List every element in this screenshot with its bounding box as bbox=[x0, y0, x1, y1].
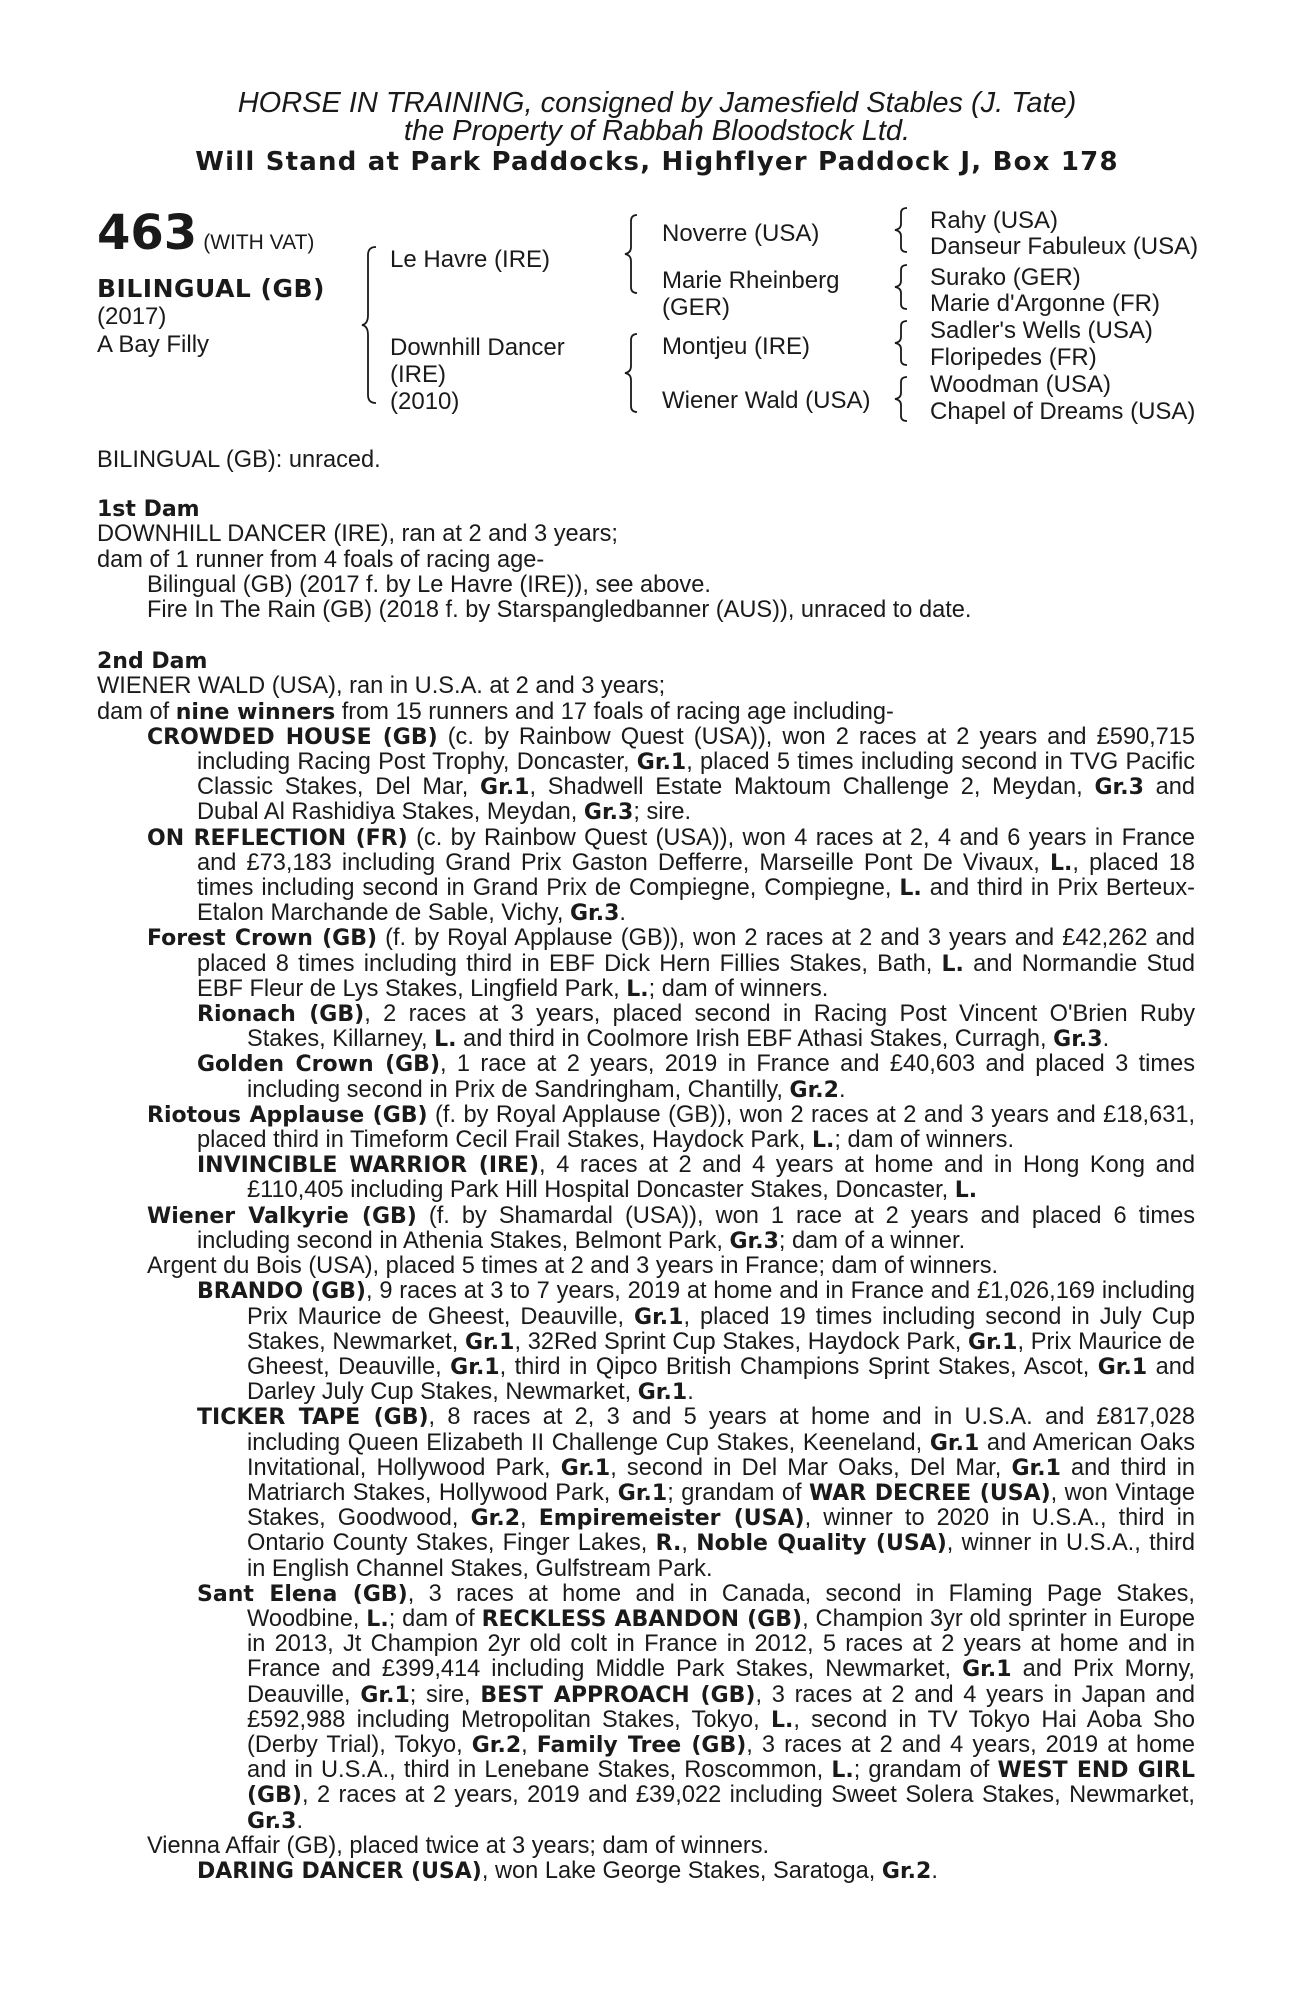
produce-entry bbox=[97, 1279, 1195, 1405]
text: , Prix Maurice de Gheest, Deauville, bbox=[247, 1328, 1195, 1380]
produce-entry bbox=[97, 826, 1195, 927]
text: and American Oaks Invitational, Hollywood Park, bbox=[247, 1429, 1195, 1481]
grade: Gr.1 bbox=[360, 1682, 410, 1708]
horse-name-bold: BEST APPROACH (GB) bbox=[480, 1682, 756, 1708]
ss-sire: Rahy (USA) bbox=[930, 207, 1059, 234]
text: , third in Qipco British Champions Sprint Stakes, Ascot, bbox=[499, 1353, 1098, 1380]
produce-entry bbox=[97, 1103, 1195, 1153]
grade: Gr.1 bbox=[617, 1480, 668, 1506]
produce-entry bbox=[97, 1153, 1195, 1203]
text: ; sire, bbox=[409, 1681, 481, 1708]
sire-name: Le Havre (IRE) bbox=[390, 246, 551, 273]
dam-sire: Montjeu (IRE) bbox=[662, 333, 811, 360]
grade: L. bbox=[626, 976, 649, 1002]
dam-name-line2: (IRE) bbox=[390, 361, 446, 388]
text: , second in TV Tokyo Hai Aoba Sho (Derby Trial), Tokyo, bbox=[247, 1706, 1195, 1758]
sire-dam-brace bbox=[362, 245, 382, 405]
text: , placed 5 times including second in TVG Pacific Classic Stakes, Del Mar, bbox=[197, 749, 1196, 801]
text: dam of bbox=[97, 698, 176, 725]
produce-entry bbox=[97, 1002, 1195, 1052]
grade: Gr.1 bbox=[450, 1354, 500, 1380]
brace-marie bbox=[895, 263, 911, 311]
grade: Gr.1 bbox=[634, 1304, 684, 1330]
text: (c. by Rainbow Quest (USA)), won 4 races at 2, 4 and 6 years in France and £73,183 including Grand Prix Gaston Defferre, Marseille Pont De Vivaux, bbox=[197, 824, 1195, 876]
sd-sire: Surako (GER) bbox=[930, 264, 1081, 291]
grade: Gr.3 bbox=[729, 1228, 779, 1254]
horse-name-bold: RECKLESS ABANDON (GB) bbox=[481, 1606, 803, 1632]
sire-dam-line2: (GER) bbox=[662, 294, 730, 321]
produce-entry bbox=[97, 1052, 1195, 1102]
grade: Gr.1 bbox=[929, 1430, 980, 1456]
grade: Gr.1 bbox=[480, 775, 530, 801]
grade: Gr.1 bbox=[560, 1455, 611, 1481]
grade: R. bbox=[655, 1531, 682, 1557]
grade: Gr.1 bbox=[636, 750, 687, 776]
text: , 2 races at 2 years, 2019 and £39,022 including Sweet Solera Stakes, Newmarket, bbox=[301, 1782, 1195, 1809]
horse-name-bold: TICKER TAPE (GB) bbox=[197, 1405, 429, 1431]
text: and third in Matriarch Stakes, Hollywood Park, bbox=[247, 1454, 1195, 1506]
grade: Gr.3 bbox=[1053, 1027, 1103, 1053]
horse-name-bold: CROWDED HOUSE (GB) bbox=[147, 724, 438, 750]
text: , 8 races at 2, 3 and 5 years at home and in U.S.A. and £817,028 including Queen Elizabeth II Challenge Cup Stakes, Keeneland, bbox=[247, 1404, 1195, 1456]
pedigree-notes bbox=[97, 448, 1195, 1884]
first-dam-line: DOWNHILL DANCER (IRE), ran at 2 and 3 years; bbox=[97, 521, 618, 548]
lot-number-block bbox=[97, 205, 314, 261]
lot-number: 463 bbox=[97, 205, 198, 261]
horse-name-bold: Noble Quality (USA) bbox=[696, 1531, 947, 1557]
sire-sire: Noverre (USA) bbox=[662, 220, 820, 247]
text: , placed 19 times including second in July Cup Stakes, Newmarket, bbox=[247, 1303, 1195, 1355]
text: , bbox=[520, 1505, 539, 1532]
grade: L. bbox=[770, 1707, 794, 1733]
text: ; grandam of bbox=[667, 1479, 809, 1506]
grade: Gr.2 bbox=[470, 1506, 521, 1532]
horse-name-bold: Empiremeister (USA) bbox=[538, 1506, 805, 1532]
text: , winner to 2020 in U.S.A., third in Ontario County Stakes, Finger Lakes, bbox=[247, 1505, 1195, 1557]
text: . bbox=[619, 900, 626, 927]
text: , Champion 3yr old sprinter in Europe in 2013, Jt Champion 2yr old colt in France in 2012, 5 races at 2 years at home and in France and £399,414 including Middle Park Stakes, Newmarket, bbox=[247, 1605, 1196, 1683]
grade: Gr.2 bbox=[789, 1077, 839, 1103]
produce-entry bbox=[97, 1859, 1195, 1884]
produce-entry bbox=[97, 1582, 1195, 1834]
grade: L. bbox=[1050, 850, 1073, 876]
text: , winner in U.S.A., third in English Channel Stakes, Gulfstream Park. bbox=[247, 1530, 1195, 1582]
location-line: Will Stand at Park Paddocks, Highflyer Paddock J, Box 178 bbox=[195, 147, 1119, 177]
text: , 9 races at 3 to 7 years, 2019 at home and in France and £1,026,169 including Prix Maurice de Gheest, Deauville, bbox=[247, 1278, 1195, 1330]
text: . bbox=[931, 1857, 938, 1884]
grade: Gr.3 bbox=[1094, 775, 1144, 801]
text: , bbox=[521, 1731, 537, 1758]
dd-dam: Chapel of Dreams (USA) bbox=[930, 398, 1196, 425]
produce-entry bbox=[97, 1204, 1195, 1254]
text: , won Lake George Stakes, Saratoga, bbox=[481, 1857, 882, 1884]
grade: Gr.1 bbox=[1097, 1354, 1148, 1380]
text: , 4 races at 2 and 4 years at home and in Hong Kong and £110,405 including Park Hill Hospital Doncaster Stakes, Doncaster, bbox=[247, 1152, 1195, 1204]
horse-name-bold: DARING DANCER (USA) bbox=[197, 1858, 482, 1884]
text: (c. by Rainbow Quest (USA)), won 2 races at 2 years and £590,715 including Racing Post Trophy, Doncaster, bbox=[197, 723, 1195, 776]
text: ; sire. bbox=[633, 799, 692, 826]
dam-name-line1: Downhill Dancer bbox=[390, 334, 565, 361]
text: . bbox=[296, 1807, 303, 1834]
horse-name-bold: WEST END GIRL (GB) bbox=[247, 1758, 1195, 1809]
text: (f. by Shamardal (USA)), won 1 race at 2 years and placed 6 times including second in Athenia Stakes, Belmont Park, bbox=[197, 1202, 1195, 1254]
horse-name-bold: Riotous Applause (GB) bbox=[147, 1102, 428, 1128]
produce-entry bbox=[97, 725, 1195, 826]
text: from 15 runners and 17 foals of racing age including- bbox=[335, 698, 894, 725]
text: ; grandam of bbox=[853, 1757, 998, 1784]
horse-name-bold: Rionach (GB) bbox=[197, 1002, 365, 1028]
text: , 2 races at 3 years, placed second in Racing Post Vincent O'Brien Ruby Stakes, Killarney, bbox=[247, 1001, 1196, 1053]
grade: L. bbox=[811, 1128, 835, 1154]
text: ; dam of winners. bbox=[834, 1127, 1015, 1154]
second-dam-heading: 2nd Dam bbox=[97, 649, 208, 675]
produce-item: Fire In The Rain (GB) (2018 f. by Starspangledbanner (AUS)), unraced to date. bbox=[147, 597, 972, 624]
grade: Gr.1 bbox=[465, 1329, 515, 1355]
text: (f. by Royal Applause (GB)), won 2 races at 2 and 3 years and £42,262 and placed 8 times including third in EBF Dick Hern Fillies Stakes, Bath, bbox=[197, 925, 1195, 977]
grade: Gr.1 bbox=[1011, 1455, 1061, 1481]
grade: L. bbox=[954, 1178, 978, 1204]
text: and third in Prix Berteux-Etalon Marchande de Sable, Vichy, bbox=[197, 875, 1195, 927]
text: , second in Del Mar Oaks, Del Mar, bbox=[610, 1454, 1012, 1481]
text: and third in Coolmore Irish EBF Athasi Stakes, Curragh, bbox=[456, 1026, 1054, 1053]
horse-name-bold: Wiener Valkyrie (GB) bbox=[147, 1203, 417, 1229]
grade: L. bbox=[899, 876, 922, 902]
produce-entry: Vienna Affair (GB), placed twice at 3 years; dam of winners. bbox=[147, 1832, 770, 1859]
consignor-line: HORSE IN TRAINING, consigned by Jamesfield Stables (J. Tate) bbox=[237, 87, 1077, 119]
dam-dam: Wiener Wald (USA) bbox=[662, 387, 871, 414]
foaling-year: (2017) bbox=[97, 303, 167, 330]
grade: Gr.3 bbox=[569, 901, 620, 927]
dam-line-brace bbox=[625, 332, 643, 414]
produce-entry bbox=[97, 926, 1195, 1002]
grade: L. bbox=[831, 1758, 854, 1784]
grade: L. bbox=[941, 951, 964, 977]
text: , 3 races at home and in Canada, second in Flaming Page Stakes, Woodbine, bbox=[247, 1580, 1195, 1632]
vat-label: (WITH VAT) bbox=[203, 231, 315, 254]
text: (f. by Royal Applause (GB)), won 2 races at 2 and 3 years and £18,631, placed third in Timeform Cecil Frail Stakes, Haydock Park, bbox=[197, 1101, 1195, 1154]
grade: Gr.2 bbox=[881, 1858, 932, 1884]
owner-line: the Property of Rabbah Bloodstock Ltd. bbox=[403, 115, 911, 147]
grade: Gr.1 bbox=[962, 1657, 1012, 1683]
text: , Shadwell Estate Maktoum Challenge 2, Meydan, bbox=[529, 774, 1095, 801]
text: . bbox=[687, 1379, 694, 1406]
grade: Gr.1 bbox=[637, 1380, 688, 1406]
text: and Normandie Stud EBF Fleur de Lys Stakes, Lingfield Park, bbox=[197, 950, 1195, 1002]
sd-dam: Marie d'Argonne (FR) bbox=[930, 290, 1160, 317]
text: , 3 races at 2 and 4 years, 2019 at home and in U.S.A., third in Lenebane Stakes, Roscommon, bbox=[247, 1731, 1195, 1784]
text: , 32Red Sprint Cup Stakes, Haydock Park, bbox=[514, 1328, 969, 1355]
second-dam-produce-line bbox=[97, 700, 1195, 725]
sire-line-brace bbox=[625, 213, 643, 295]
horse-description: A Bay Filly bbox=[97, 331, 210, 358]
ds-sire: Sadler's Wells (USA) bbox=[930, 317, 1153, 344]
horse-name-bold: Golden Crown (GB) bbox=[197, 1052, 441, 1078]
horse-name: BILINGUAL (GB) bbox=[97, 274, 325, 303]
text: , won Vintage Stakes, Goodwood, bbox=[247, 1479, 1195, 1532]
produce-entry: Argent du Bois (USA), placed 5 times at 2 and 3 years in France; dam of winners. bbox=[147, 1253, 999, 1280]
text: and Darley July Cup Stakes, Newmarket, bbox=[247, 1353, 1196, 1406]
first-dam-heading: 1st Dam bbox=[97, 497, 200, 523]
sire-dam-line1: Marie Rheinberg bbox=[662, 267, 840, 294]
dd-sire: Woodman (USA) bbox=[930, 371, 1111, 398]
horse-name-bold: BRANDO (GB) bbox=[197, 1279, 366, 1305]
horse-name-bold: INVINCIBLE WARRIOR (IRE) bbox=[197, 1153, 540, 1179]
brace-montjeu bbox=[895, 319, 911, 367]
horse-name-bold: Sant Elena (GB) bbox=[197, 1581, 408, 1607]
horse-name-bold: WAR DECREE (USA) bbox=[808, 1480, 1051, 1506]
grade: L. bbox=[366, 1606, 389, 1632]
ss-dam: Danseur Fabuleux (USA) bbox=[930, 233, 1199, 260]
grade: Gr.2 bbox=[471, 1732, 522, 1758]
grade: L. bbox=[434, 1027, 457, 1053]
brace-noverre bbox=[895, 206, 911, 254]
grade: Gr.1 bbox=[968, 1329, 1018, 1355]
text: , 3 races at 2 and 4 years in Japan and £592,988 including Metropolitan Stakes, Tokyo, bbox=[247, 1681, 1195, 1733]
horse-name-bold: Family Tree (GB) bbox=[536, 1732, 747, 1758]
text: and Dubal Al Rashidiya Stakes, Meydan, bbox=[197, 774, 1195, 826]
text: ; dam of winners. bbox=[648, 975, 829, 1002]
text: and Prix Morny, Deauville, bbox=[247, 1656, 1195, 1708]
horse-name-bold: ON REFLECTION (FR) bbox=[147, 825, 408, 851]
produce-entry bbox=[97, 1405, 1195, 1581]
second-dam-line: WIENER WALD (USA), ran in U.S.A. at 2 and 3 years; bbox=[97, 673, 666, 700]
text: , bbox=[681, 1530, 697, 1557]
winners-count: nine winners bbox=[175, 699, 336, 725]
intro-line: BILINGUAL (GB): unraced. bbox=[97, 447, 381, 473]
first-dam-produce-line: dam of 1 runner from 4 foals of racing age- bbox=[97, 546, 545, 573]
brace-wiener bbox=[895, 375, 911, 423]
text: ; dam of bbox=[388, 1605, 482, 1632]
grade: Gr.3 bbox=[583, 800, 634, 826]
grade: Gr.3 bbox=[247, 1808, 297, 1834]
horse-name-bold: Forest Crown (GB) bbox=[147, 926, 378, 952]
ds-dam: Floripedes (FR) bbox=[930, 344, 1097, 371]
text: ; dam of a winner. bbox=[778, 1227, 966, 1254]
text: , placed 18 times including second in Grand Prix de Compiegne, Compiegne, bbox=[197, 849, 1195, 902]
text: . bbox=[1102, 1026, 1110, 1053]
produce-item: Bilingual (GB) (2017 f. by Le Havre (IRE)), see above. bbox=[147, 571, 711, 598]
dam-name-line3: (2010) bbox=[390, 388, 460, 415]
text: , 1 race at 2 years, 2019 in France and £40,603 and placed 3 times including second in Prix de Sandringham, Chantilly, bbox=[247, 1051, 1195, 1103]
text: . bbox=[838, 1076, 846, 1103]
